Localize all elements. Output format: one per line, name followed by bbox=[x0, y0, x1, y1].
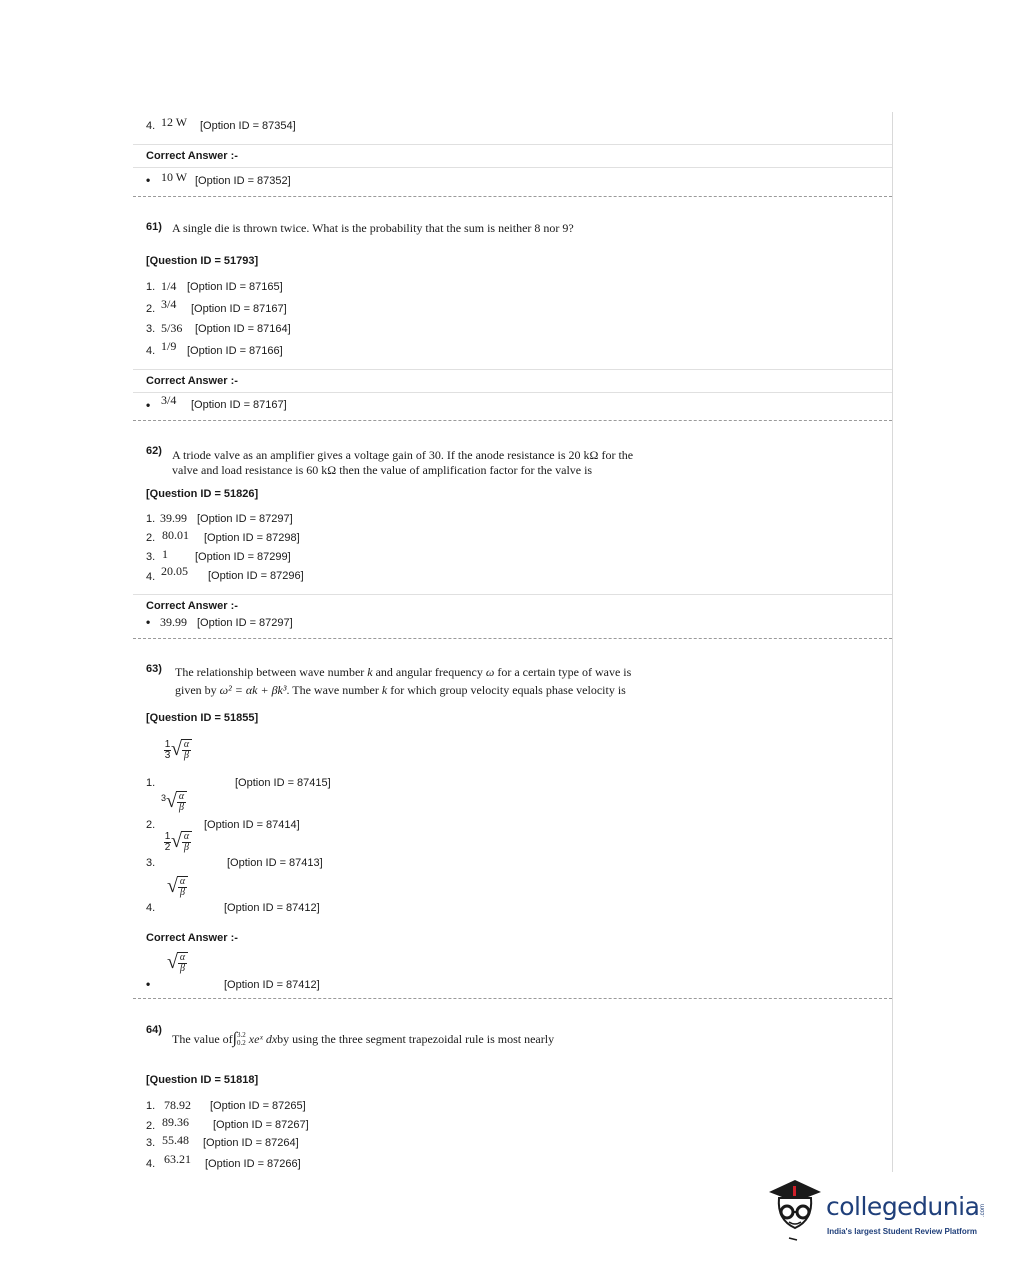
option-id: [Option ID = 87265] bbox=[210, 1100, 306, 1112]
question-number: 61) bbox=[146, 221, 162, 233]
option-id: [Option ID = 87298] bbox=[204, 532, 300, 544]
option-number: 4. bbox=[146, 1158, 156, 1170]
option-number: 3. bbox=[146, 551, 156, 563]
question-text-line-1: The relationship between wave number k and angular frequency ω for a certain type of wave is bbox=[175, 665, 632, 679]
option-id: [Option ID = 87166] bbox=[187, 345, 283, 357]
question-separator bbox=[133, 420, 892, 421]
option-number: 2. bbox=[146, 532, 156, 544]
option-value: 63.21 bbox=[164, 1152, 191, 1166]
option-value: 80.01 bbox=[162, 528, 189, 542]
option-id: [Option ID = 87413] bbox=[227, 857, 323, 869]
question-id: [Question ID = 51855] bbox=[146, 712, 259, 724]
dispersion-equation: ω² = αk + βk³ bbox=[219, 683, 287, 697]
question-separator bbox=[133, 998, 892, 999]
answer-value: 39.99 bbox=[160, 615, 187, 629]
answer-bullet: • bbox=[146, 977, 151, 991]
option-id: [Option ID = 87354] bbox=[200, 120, 296, 132]
square-root: √ α β bbox=[167, 952, 188, 974]
question-separator bbox=[133, 638, 892, 639]
exam-page bbox=[133, 112, 893, 1172]
answer-value: 10 W bbox=[161, 170, 188, 184]
answer-bullet: • bbox=[146, 398, 151, 412]
option-number: 4. bbox=[146, 902, 156, 914]
square-root: √ α β bbox=[171, 739, 192, 761]
option-value: 20.05 bbox=[161, 564, 188, 578]
option-value: 78.92 bbox=[164, 1098, 191, 1112]
answer-option-id: [Option ID = 87167] bbox=[191, 399, 287, 411]
answer-option-id: [Option ID = 87352] bbox=[195, 175, 291, 187]
option-value: 1/9 bbox=[161, 339, 177, 353]
option-id: [Option ID = 87165] bbox=[187, 281, 283, 293]
coefficient-fraction: $\frac{1}{2}$ bbox=[164, 830, 171, 853]
option-formula bbox=[161, 791, 187, 813]
divider bbox=[133, 167, 892, 168]
integral-sign: ∫ bbox=[232, 1030, 238, 1047]
option-number: 1. bbox=[146, 281, 156, 293]
correct-answer-label: Correct Answer :- bbox=[146, 150, 238, 162]
option-id: [Option ID = 87299] bbox=[195, 551, 291, 563]
option-id: [Option ID = 87267] bbox=[213, 1119, 309, 1131]
option-value: 55.48 bbox=[162, 1133, 189, 1147]
question-number: 64) bbox=[146, 1024, 162, 1036]
option-number: 4. bbox=[146, 571, 156, 583]
answer-bullet: • bbox=[146, 615, 151, 629]
option-id: [Option ID = 87414] bbox=[204, 819, 300, 831]
option-formula bbox=[167, 876, 188, 898]
option-value: 5/36 bbox=[161, 321, 183, 335]
question-text-line-1: A triode valve as an amplifier gives a voltage gain of 30. If the anode resistance is 20 kΩ for the bbox=[172, 448, 634, 462]
question-text: The value of ∫ 3.2 0.2 xeˣ dx by using the three segment trapezoidal rule is most nearly bbox=[172, 1030, 555, 1047]
question-id: [Question ID = 51818] bbox=[146, 1074, 259, 1086]
option-number: 2. bbox=[146, 1120, 156, 1132]
brand-wordmark bbox=[826, 1192, 986, 1221]
option-id: [Option ID = 87412] bbox=[224, 902, 320, 914]
divider bbox=[133, 392, 892, 393]
brand-tagline: India's largest Student Review Platform bbox=[827, 1227, 977, 1236]
option-number: 2. bbox=[146, 819, 156, 831]
answer-bullet: • bbox=[146, 173, 151, 187]
question-text-line-2: given by ω² = αk + βk³. The wave number k for which group velocity equals phase velocity is bbox=[175, 683, 626, 697]
integrand: xeˣ dx bbox=[248, 1031, 278, 1046]
coefficient-fraction: $\frac{1}{3}$ bbox=[164, 738, 171, 761]
option-number: 4. bbox=[146, 120, 156, 132]
option-number: 1. bbox=[146, 777, 156, 789]
option-number: 1. bbox=[146, 513, 156, 525]
question-id: [Question ID = 51826] bbox=[146, 488, 259, 500]
answer-option-id: [Option ID = 87412] bbox=[224, 979, 320, 991]
option-number: 2. bbox=[146, 303, 156, 315]
option-id: [Option ID = 87266] bbox=[205, 1158, 301, 1170]
option-formula bbox=[164, 831, 192, 853]
answer-option-id: [Option ID = 87297] bbox=[197, 617, 293, 629]
cube-root: √ α β bbox=[166, 791, 187, 813]
integral-limits: 3.2 0.2 bbox=[237, 1031, 246, 1047]
graduate-face-icon bbox=[765, 1176, 825, 1246]
brand-logo-mascot bbox=[765, 1176, 825, 1246]
brand-suffix: .com bbox=[980, 1203, 987, 1217]
option-id: [Option ID = 87415] bbox=[235, 777, 331, 789]
answer-formula bbox=[167, 952, 188, 974]
option-formula bbox=[164, 739, 192, 761]
brand-name: collegedunia bbox=[826, 1192, 980, 1221]
option-id: [Option ID = 87296] bbox=[208, 570, 304, 582]
option-value: 39.99 bbox=[160, 511, 187, 525]
option-number: 4. bbox=[146, 345, 156, 357]
square-root: √ α β bbox=[167, 876, 188, 898]
question-text-line-2: valve and load resistance is 60 kΩ then the value of amplification factor for the valve is bbox=[172, 463, 593, 477]
correct-answer-label: Correct Answer :- bbox=[146, 932, 238, 944]
option-value: 89.36 bbox=[162, 1115, 189, 1129]
option-value: 1/4 bbox=[161, 279, 177, 293]
option-id: [Option ID = 87167] bbox=[191, 303, 287, 315]
option-value: 1 bbox=[162, 547, 168, 561]
question-separator bbox=[133, 196, 892, 197]
option-number: 3. bbox=[146, 1137, 156, 1149]
option-number: 3. bbox=[146, 323, 156, 335]
answer-value: 3/4 bbox=[161, 393, 177, 407]
option-id: [Option ID = 87164] bbox=[195, 323, 291, 335]
question-number: 63) bbox=[146, 663, 162, 675]
option-id: [Option ID = 87264] bbox=[203, 1137, 299, 1149]
question-number: 62) bbox=[146, 445, 162, 457]
option-value: 12 W bbox=[161, 115, 188, 129]
option-number: 3. bbox=[146, 857, 156, 869]
option-number: 1. bbox=[146, 1100, 156, 1112]
question-id: [Question ID = 51793] bbox=[146, 255, 259, 267]
divider bbox=[133, 594, 892, 595]
cube-root-index: 3 bbox=[161, 793, 167, 803]
correct-answer-label: Correct Answer :- bbox=[146, 375, 238, 387]
divider bbox=[133, 144, 892, 145]
question-text: A single die is thrown twice. What is the probability that the sum is neither 8 nor 9? bbox=[172, 221, 574, 235]
divider bbox=[133, 369, 892, 370]
correct-answer-label: Correct Answer :- bbox=[146, 600, 238, 612]
square-root: √ α β bbox=[171, 831, 192, 853]
option-id: [Option ID = 87297] bbox=[197, 513, 293, 525]
option-value: 3/4 bbox=[161, 297, 177, 311]
